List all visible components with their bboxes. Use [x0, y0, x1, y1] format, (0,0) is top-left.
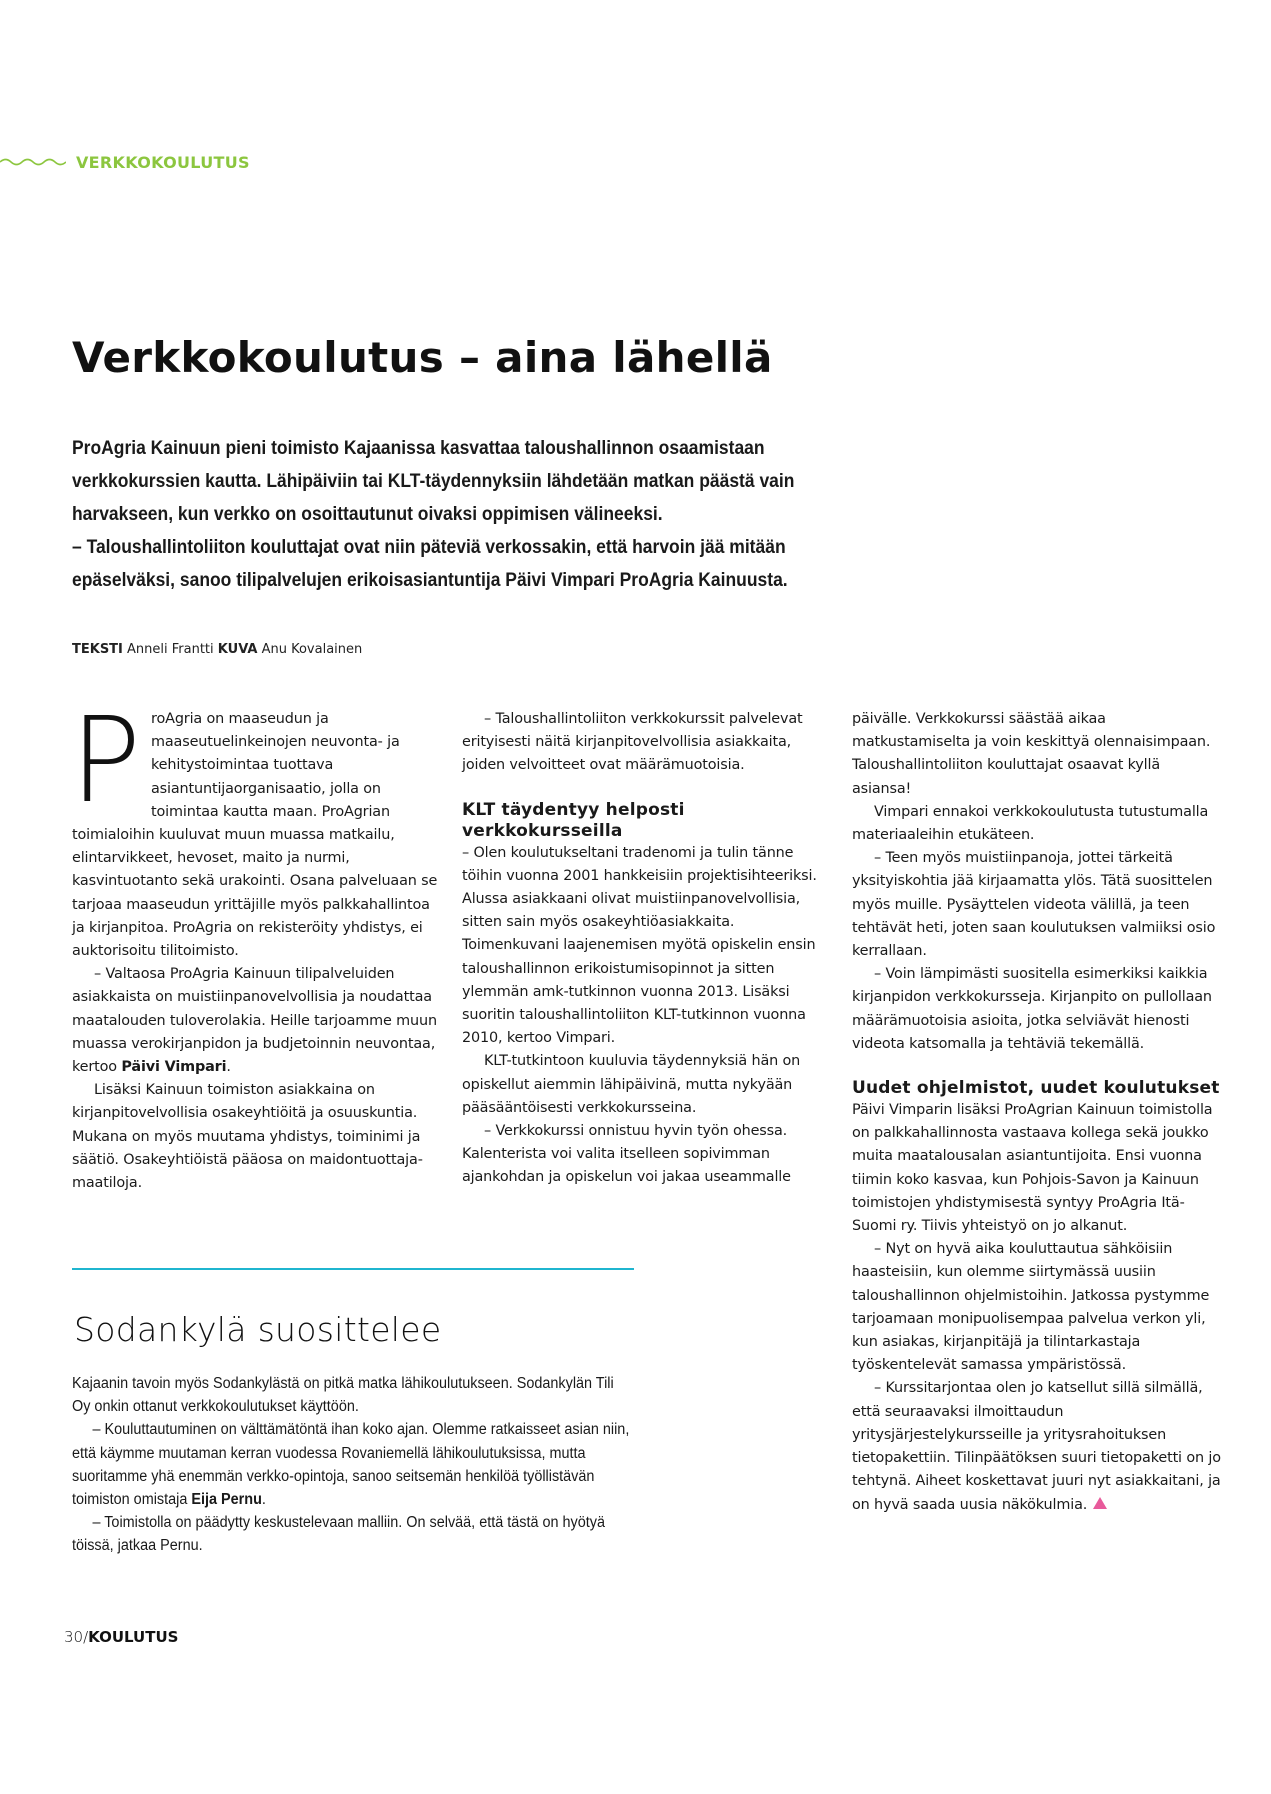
- box-body: [72, 1372, 630, 1558]
- body-text: – Valtaosa ProAgria Kainuun tilipalveluiden asiakkaista on muistiinpanovelvollisia ja noudattaa maatalouden tuloverolakia. Heille tarjoamme muun muassa verokirjanpidon ja budjetoinnin neuvontaa, kertoo: [72, 966, 437, 1076]
- person-name: Eija Pernu: [191, 1491, 262, 1509]
- person-name: Päivi Vimpari: [121, 1059, 227, 1076]
- body-paragraph: – Nyt on hyvä aika kouluttautua sähköisiin haasteisiin, kun olemme siirtymässä uusiin taloushallinnon ohjelmistoihin. Jatkossa pystymme tarjoamaan monipuolisempaa palvelua verkon yli, kun asiakas, kirjanpitäjä ja tilintarkastaja työskentelevät samassa ympäristössä.: [852, 1241, 1210, 1374]
- box-divider: [72, 1268, 634, 1270]
- body-paragraph: Vimpari ennakoi verkkokoulutusta tutustumalla materiaaleihin etukäteen.: [852, 803, 1209, 844]
- body-text: .: [226, 1059, 231, 1076]
- body-paragraph: – Taloushallintoliiton verkkokurssit palvelevat erityisesti näitä kirjanpitovelvollisia asiakkaita, joiden velvoitteet ovat määrämuotoisia.: [462, 711, 803, 774]
- subheading: Uudet ohjelmistot, uudet koulutukset: [852, 1078, 1220, 1099]
- subheading: KLT täydentyy helposti verkkokursseilla: [462, 799, 685, 841]
- box-paragraph: Kajaanin tavoin myös Sodankylästä on pitkä matka lähikoulutukseen. Sodankylän Tili Oy onkin ottanut verkkokoulutukset käyttöön.: [72, 1375, 614, 1416]
- page-footer: [64, 1628, 178, 1646]
- article-column-2: [462, 708, 832, 1190]
- box-paragraph: [72, 1418, 630, 1511]
- box-title: Sodankylä suosittelee: [74, 1310, 442, 1349]
- lead-quote: – Taloushallintoliiton kouluttajat ovat niin päteviä verkossakin, että harvoin jää mitään epäselväksi, sanoo tilipalvelujen erikoisasiantuntija Päivi Vimpari ProAgria Kainuusta.: [72, 537, 788, 591]
- box-paragraph: – Toimistolla on päädytty keskustelevaan malliin. On selvää, että tästä on hyötyä töissä, jatkaa Pernu.: [72, 1514, 606, 1555]
- body-text: – Kouluttautuminen on välttämätöntä ihan koko ajan. Olemme ratkaisseet asian niin, että käymme muutaman kerran vuodessa Rovaniemellä lähikoulutuksissa, mutta suoritamme yhä enemmän verkko-opintoja, sanoo seitsemän henkilöä työllistävän toimiston omistaja: [72, 1421, 630, 1509]
- body-paragraph: Päivi Vimparin lisäksi ProAgrian Kainuun toimistolla on palkkahallinnosta vastaava kollega sekä joukko muita maatalousalan asiantuntijoita. Ensi vuonna tiimin koko kasvaa, kun Pohjois-Savon ja Kainuun toimistojen yhdistymisestä syntyy ProAgria Itä-Suomi ry. Tiivis yhteistyö on jo alkanut.: [852, 1102, 1213, 1235]
- body-paragraph: roAgria on maaseudun ja maaseutuelinkeinojen neuvonta- ja kehitystoimintaa tuottava asiantuntijaorganisaatio, jolla on toimintaa kautta maan. ProAgrian toimialoihin kuuluvat muun muassa matkailu, elintarvikkeet, hevoset, maito ja nurmi, kasvintuotanto sekä urakointi. Osana palveluaan se tarjoaa maaseudun yrittäjille myös palkkahallintoa ja kirjanpitoa. ProAgria on rekisteröity yhdistys, ei auktorisoitu tilitoimisto.: [72, 711, 438, 960]
- byline-photo-author: Anu Kovalainen: [261, 642, 363, 657]
- article-column-1: [70, 691, 442, 1195]
- drop-cap: P: [70, 691, 142, 829]
- end-triangle-icon: [1093, 1497, 1107, 1509]
- body-paragraph: päivälle. Verkkokurssi säästää aikaa matkustamiselta ja voin keskittyä olennaisimpaan. Taloushallintoliiton kouluttajat osaavat kyllä asiansa!: [852, 711, 1211, 797]
- body-paragraph: – Verkkokurssi onnistuu hyvin työn ohessa. Kalenterista voi valita itselleen sopivimman ajankohdan ja opiskelun voi jakaa useammalle: [462, 1123, 791, 1186]
- byline-text-author: Anneli Frantti: [127, 642, 214, 657]
- body-paragraph: [72, 963, 442, 1079]
- wave-line-icon: [0, 156, 66, 168]
- body-paragraph: Lisäksi Kainuun toimiston asiakkaina on kirjanpitovelvollisia osakeyhtiöitä ja osuuskuntia. Mukana on myös muutama yhdistys, toiminimi ja säätiö. Osakeyhtiöistä pääosa on maidontuottaja-maatiloja.: [72, 1082, 423, 1192]
- byline-photo-label: KUVA: [217, 642, 258, 657]
- body-text: .: [261, 1491, 266, 1509]
- section-label: VERKKOKOULUTUS: [76, 152, 250, 172]
- body-paragraph: [852, 1377, 1222, 1516]
- article-lead: [72, 432, 891, 597]
- body-paragraph: – Teen myös muistiinpanoja, jottei tärkeitä yksityiskohtia jää kirjaamatta ylös. Tätä suosittelen myös muille. Pysäyttelen videota välillä, ja teen tehtävät heti, joten saan koulutuksen valmiiksi osio kerrallaan.: [852, 850, 1216, 960]
- body-paragraph: KLT-tutkintoon kuuluvia täydennyksiä hän on opiskellut aiemmin lähipäivinä, mutta nykyään pääsääntöisesti verkkokursseina.: [462, 1053, 801, 1116]
- page-number: 30/: [64, 1628, 89, 1646]
- byline: [72, 642, 362, 657]
- byline-text-label: TEKSTI: [72, 642, 123, 657]
- footer-section: KOULUTUS: [88, 1628, 179, 1646]
- lead-paragraph: ProAgria Kainuun pieni toimisto Kajaanissa kasvattaa taloushallinnon osaamistaan verkkokurssien kautta. Lähipäiviin tai KLT-täydennyksiin lähdetään matkan päästä vain harvakseen, kun verkko on osoittautunut oivaksi oppimisen välineeksi.: [72, 438, 795, 525]
- body-paragraph: – Voin lämpimästi suositella esimerkiksi kaikkia kirjanpidon verkkokursseja. Kirjanpito on pullollaan määrämuotoisia asioita, jotka selviävät hienosti videota katsomalla ja tehtäviä tekemällä.: [852, 966, 1212, 1052]
- body-paragraph: – Olen koulutukseltani tradenomi ja tulin tänne töihin vuonna 2001 hankkeisiin projektisihteeriksi. Alussa asiakkaani olivat muistiinpanovelvollisia, sitten sain myös osakeyhtiöasiakkaita. Toimenkuvani laajenemisen myötä opiskelin ensin taloushallinnon erikoistumisopinnot ja sitten ylemmän amk-tutkinnon vuonna 2013. Lisäksi suoritin taloushallintoliiton KLT-tutkinnon vuonna 2010, kertoo Vimpari.: [462, 844, 817, 1047]
- article-column-3: [852, 708, 1222, 1517]
- body-text: – Kurssitarjontaa olen jo katsellut sillä silmällä, että seuraavaksi ilmoittaudun yritysjärjestelykursseille ja yritysrahoituksen tietopakettiin. Tilinpäätöksen suuri tietopaketti on jo tehtynä. Aiheet koskettavat juuri nyt asiakkaitani, ja on hyvä saada uusia näkökulmia.: [852, 1380, 1221, 1513]
- section-tag: [0, 150, 250, 174]
- article-title: Verkkokoulutus – aina lähellä: [72, 333, 773, 382]
